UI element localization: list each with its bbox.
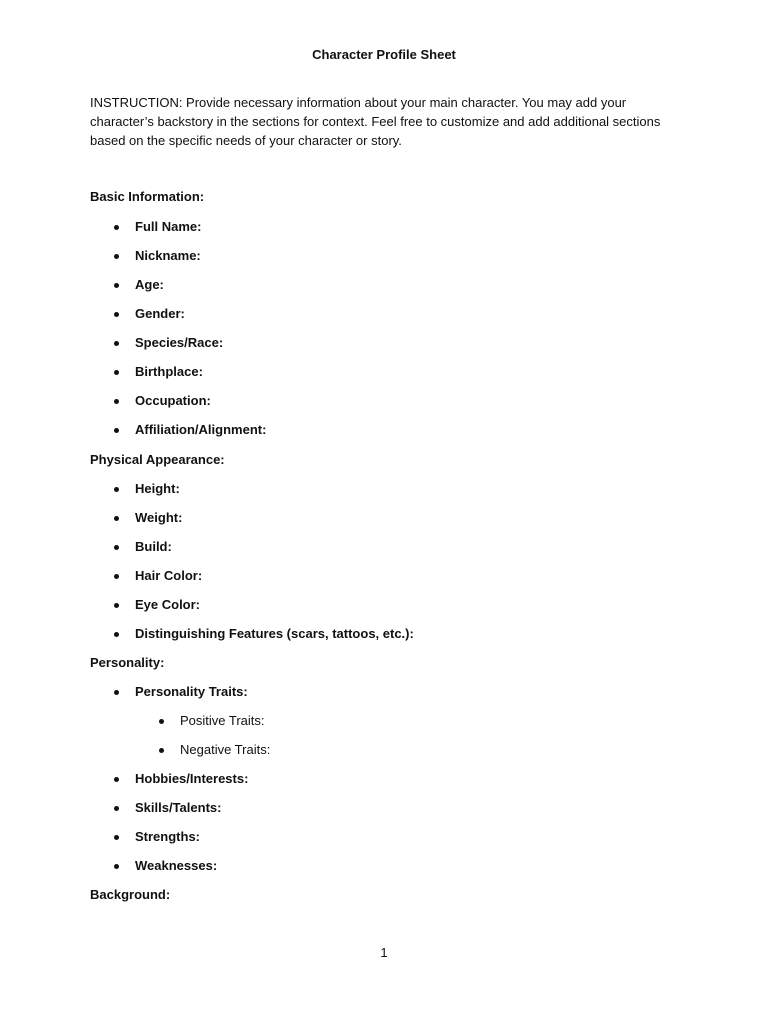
section-heading-basic-information: Basic Information: (90, 189, 205, 204)
list-item-label: Gender: (135, 306, 185, 321)
list-item-label: Species/Race: (135, 335, 224, 350)
list-item-label: Hobbies/Interests: (135, 771, 249, 786)
list-item-label: Strengths: (135, 829, 200, 844)
bullet-icon (114, 283, 119, 288)
list-item-label: Affiliation/Alignment: (135, 422, 267, 437)
bullet-icon (159, 748, 164, 753)
bullet-icon (114, 777, 119, 782)
list-item-label: Height: (135, 481, 180, 496)
bullet-icon (114, 806, 119, 811)
section-heading-personality: Personality: (90, 655, 165, 670)
list-item-label: Eye Color: (135, 597, 201, 612)
bullet-icon (114, 254, 119, 259)
list-item-label: Skills/Talents: (135, 800, 222, 815)
bullet-icon (114, 312, 119, 317)
bullet-icon (114, 341, 119, 346)
list-item-full-name (135, 218, 201, 236)
section-heading-physical-appearance: Physical Appearance: (90, 452, 225, 467)
list-item-label: Age: (135, 277, 164, 292)
bullet-icon (114, 632, 119, 637)
instruction-paragraph: INSTRUCTION: Provide necessary information about your main character. You may add your character’s backstory in the sections for context. Feel free to customize and add additional sections based on the specific needs of your character or story. (90, 95, 661, 148)
bullet-icon (114, 603, 119, 608)
sub-list-item-label: Negative Traits: (180, 742, 271, 757)
list-item-occupation (135, 392, 211, 410)
list-item-label: Personality Traits: (135, 684, 248, 699)
bullet-icon (114, 399, 119, 404)
list-item-hobbies-interests (135, 770, 248, 788)
list-item-label: Build: (135, 539, 172, 554)
list-item-gender (135, 305, 185, 323)
list-item-personality-traits (135, 683, 248, 701)
list-item-weight (135, 509, 182, 527)
list-item-eye-color (135, 596, 200, 614)
document-title: Character Profile Sheet (312, 47, 456, 62)
list-item-label: Occupation: (135, 393, 211, 408)
list-item-affiliation-alignment (135, 421, 266, 439)
bullet-icon (114, 516, 119, 521)
bullet-icon (114, 225, 119, 230)
bullet-icon (114, 835, 119, 840)
list-item-distinguishing-features (135, 625, 414, 643)
sub-list-item-positive-traits (180, 712, 265, 730)
list-item-label: Weight: (135, 510, 183, 525)
bullet-icon (114, 487, 119, 492)
list-item-skills-talents (135, 799, 221, 817)
list-item-strengths (135, 828, 200, 846)
sub-list-item-label: Positive Traits: (180, 713, 265, 728)
bullet-icon (114, 370, 119, 375)
list-item-age (135, 276, 164, 294)
list-item-species-race (135, 334, 223, 352)
section-heading-background: Background: (90, 887, 171, 902)
bullet-icon (114, 690, 119, 695)
list-item-label: Birthplace: (135, 364, 203, 379)
list-item-label: Full Name: (135, 219, 202, 234)
list-item-birthplace (135, 363, 203, 381)
bullet-icon (114, 574, 119, 579)
list-item-nickname (135, 247, 201, 265)
list-item-label: Hair Color: (135, 568, 203, 583)
list-item-hair-color (135, 567, 202, 585)
page-number: 1 (380, 945, 388, 960)
list-item-weaknesses (135, 857, 217, 875)
bullet-icon (114, 864, 119, 869)
bullet-icon (159, 719, 164, 724)
list-item-label: Weaknesses: (135, 858, 218, 873)
list-item-label: Distinguishing Features (scars, tattoos, etc.): (135, 626, 414, 641)
bullet-icon (114, 545, 119, 550)
list-item-label: Nickname: (135, 248, 201, 263)
list-item-build (135, 538, 172, 556)
list-item-height (135, 480, 180, 498)
sub-list-item-negative-traits (180, 741, 270, 759)
bullet-icon (114, 428, 119, 433)
